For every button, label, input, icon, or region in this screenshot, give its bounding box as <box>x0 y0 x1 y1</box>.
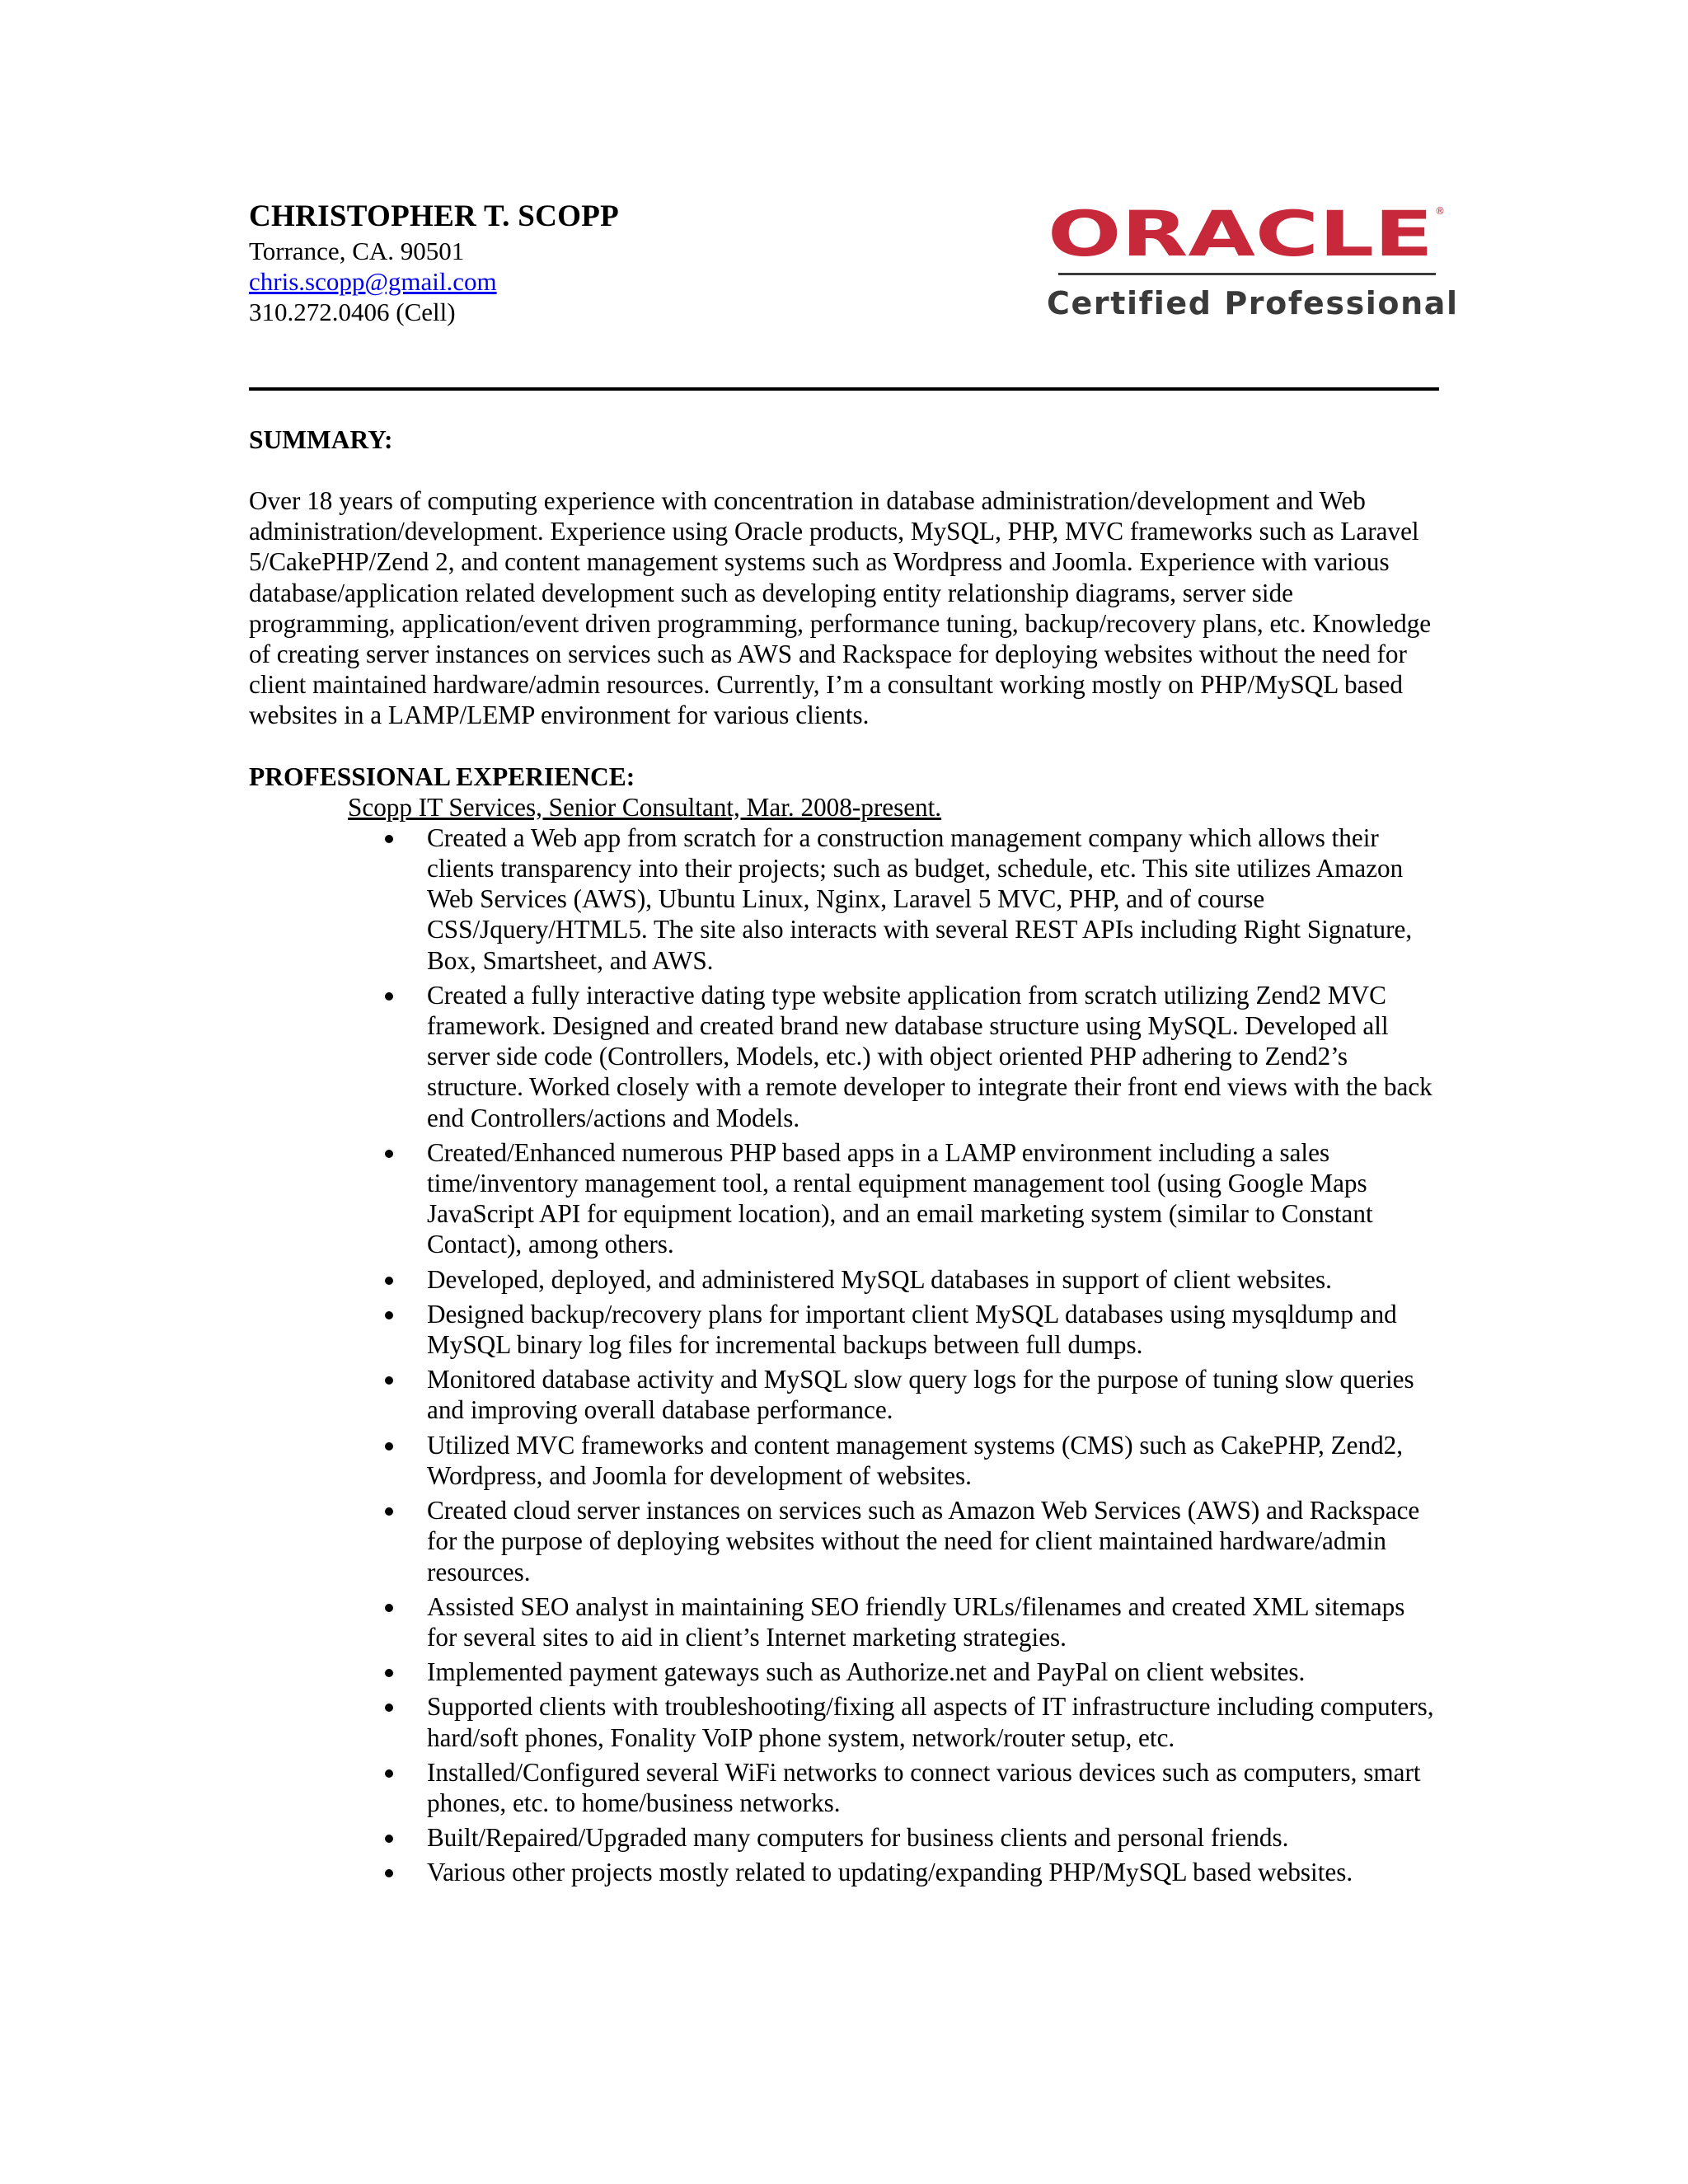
experience-list <box>249 823 1439 1888</box>
list-item: Created cloud server instances on services such as Amazon Web Services (AWS) and Rackspace for the purpose of deploying websites without the need for client maintained hardware/admin resources. <box>427 1495 1439 1587</box>
bullet-icon <box>385 1376 393 1385</box>
resume-body <box>249 424 1439 1892</box>
list-item: Utilized MVC frameworks and content management systems (CMS) such as CakePHP, Zend2, Wordpress, and Joomla for development of websites. <box>427 1430 1439 1491</box>
bullet-icon <box>385 1442 393 1451</box>
svg-text:®: ® <box>1435 205 1445 217</box>
email-link[interactable]: chris.scopp@gmail.com <box>249 267 497 296</box>
list-item: Implemented payment gateways such as Authorize.net and PayPal on client websites. <box>427 1657 1439 1687</box>
address: Torrance, CA. 90501 <box>249 237 465 265</box>
list-item: Built/Repaired/Upgraded many computers for business clients and personal friends. <box>427 1822 1439 1853</box>
bullet-icon <box>385 1669 393 1677</box>
experience-heading: PROFESSIONAL EXPERIENCE: <box>249 762 635 791</box>
bullet-icon <box>385 1869 393 1877</box>
oracle-wordmark-text: ORACLE <box>1048 198 1433 270</box>
bullet-icon <box>385 1704 393 1712</box>
resume-header <box>249 198 1459 387</box>
summary-heading: SUMMARY: <box>249 425 393 454</box>
bullet-icon <box>385 1835 393 1843</box>
candidate-name: CHRISTOPHER T. SCOPP <box>249 199 620 233</box>
logo-divider <box>1058 273 1436 275</box>
certification-label: Certified Professional <box>1047 285 1459 321</box>
bullet-icon <box>385 1604 393 1612</box>
list-item: Created a fully interactive dating type website application from scratch utilizing Zend2 MVC framework. Designed and created brand new database structure using MySQL. Developed all server side code (Controllers, Models, etc.) with object oriented PHP adhering to Zend2’s structure. Worked closely with a remote developer to integrate their front end views with the back end Controllers/actions and Models. <box>427 980 1439 1133</box>
list-item: Assisted SEO analyst in maintaining SEO friendly URLs/filenames and created XML sitemaps for several sites to aid in client’s Internet marketing strategies. <box>427 1591 1439 1652</box>
list-item: Created a Web app from scratch for a construction management company which allows their clients transparency into their projects; such as budget, schedule, etc. This site utilizes Amazon Web Services (AWS), Ubuntu Linux, Nginx, Laravel 5 MVC, PHP, and of course CSS/Jquery/HTML5. The site also interacts with several REST APIs including Right Signature, Box, Smartsheet, and AWS. <box>427 823 1439 976</box>
bullet-icon <box>385 835 393 843</box>
list-item: Various other projects mostly related to updating/expanding PHP/MySQL based websites. <box>427 1857 1439 1887</box>
bullet-icon <box>385 1150 393 1158</box>
list-item: Supported clients with troubleshooting/fixing all aspects of IT infrastructure including computers, hard/soft phones, Fonality VoIP phone system, network/router setup, etc. <box>427 1691 1439 1752</box>
bullet-icon <box>385 1769 393 1778</box>
summary-text: Over 18 years of computing experience with concentration in database administration/development and Web administration/development. Experience using Oracle products, MySQL, PHP, MVC frameworks such as Laravel 5/CakePHP/Zend 2, and content management systems such as Wordpress and Joomla. Experience with various database/application related development such as developing entity relationship diagrams, server side programming, application/event driven programming, performance tuning, backup/recovery plans, etc. Knowledge of creating server instances on services such as AWS and Rackspace for deploying websites without the need for client maintained hardware/admin resources. Currently, I’m a consultant working mostly on PHP/MySQL based websites in a LAMP/LEMP environment for various clients. <box>249 486 1432 730</box>
phone: 310.272.0406 (Cell) <box>249 298 456 326</box>
list-item: Monitored database activity and MySQL slow query logs for the purpose of tuning slow queries and improving overall database performance. <box>427 1364 1439 1425</box>
list-item: Designed backup/recovery plans for important client MySQL databases using mysqldump and MySQL binary log files for incremental backups between full dumps. <box>427 1299 1439 1360</box>
bullet-icon <box>385 1507 393 1516</box>
list-item: Developed, deployed, and administered MySQL databases in support of client websites. <box>427 1264 1439 1295</box>
bullet-icon <box>385 1311 393 1319</box>
list-item: Created/Enhanced numerous PHP based apps in a LAMP environment including a sales time/inventory management tool, a rental equipment management tool (using Google Maps JavaScript API for equipment location), and an email marketing system (similar to Constant Contact), among others. <box>427 1137 1439 1260</box>
job-title: Scopp IT Services, Senior Consultant, Mar. 2008-present. <box>348 792 942 822</box>
bullet-icon <box>385 1277 393 1285</box>
list-item: Installed/Configured several WiFi networks to connect various devices such as computers, smart phones, etc. to home/business networks. <box>427 1757 1439 1818</box>
header-divider <box>249 387 1439 391</box>
bullet-icon <box>385 992 393 1001</box>
oracle-wordmark <box>1046 198 1450 280</box>
